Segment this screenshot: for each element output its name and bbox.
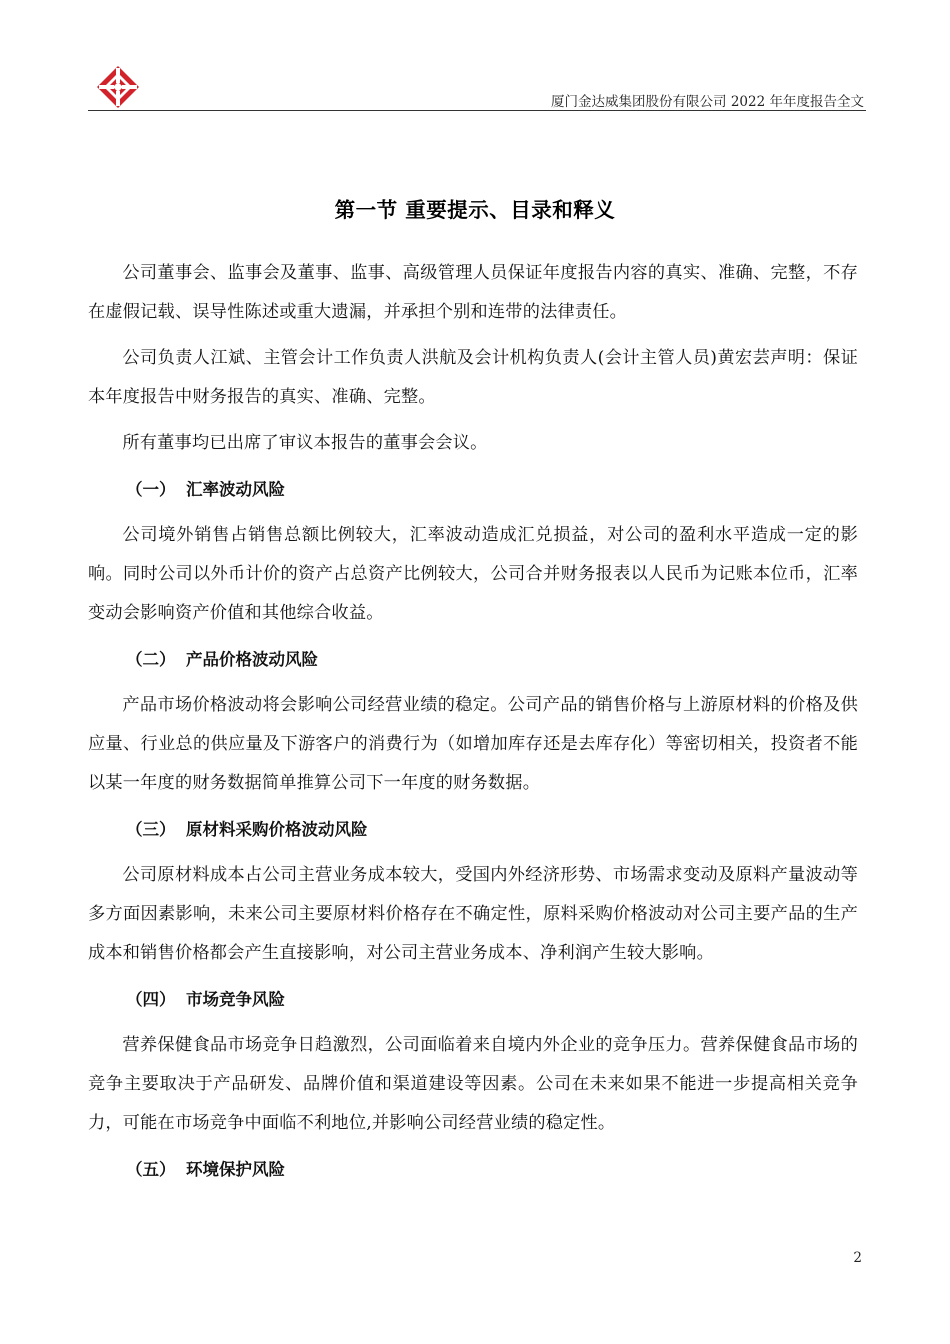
risk-paragraph: 营养保健食品市场竞争日趋激烈，公司面临着来自境内外企业的竞争压力。营养保健食品市场的竞争主要取决于产品研发、品牌价值和渠道建设等因素。公司在未来如果不能进一步提高相关竞争力，可能在市场竞争中面临不利地位,并影响公司经营业绩的稳定性。 bbox=[88, 1035, 858, 1133]
risk-heading bbox=[88, 980, 858, 1019]
intro-paragraph: 公司董事会、监事会及董事、监事、高级管理人员保证年度报告内容的真实、准确、完整，不存在虚假记载、误导性陈述或重大遗漏，并承担个别和连带的法律责任。 bbox=[88, 263, 858, 322]
risk-title: 产品价格波动风险 bbox=[186, 650, 318, 669]
report-header-title: 厦门金达威集团股份有限公司 2022 年年度报告全文 bbox=[551, 94, 864, 110]
risk-heading bbox=[88, 640, 858, 679]
intro-paragraph: 所有董事均已出席了审议本报告的董事会会议。 bbox=[122, 433, 488, 453]
page-number: 2 bbox=[853, 1250, 862, 1266]
intro-paragraph: 公司负责人江斌、主管会计工作负责人洪航及会计机构负责人(会计主管人员)黄宏芸声明：保证本年度报告中财务报告的真实、准确、完整。 bbox=[88, 348, 858, 407]
risk-paragraph: 公司原材料成本占公司主营业务成本较大，受国内外经济形势、市场需求变动及原料产量波动等多方面因素影响，未来公司主要原材料价格存在不确定性，原料采购价格波动对公司主要产品的生产成本和销售价格都会产生直接影响，对公司主营业务成本、净利润产生较大影响。 bbox=[88, 865, 858, 963]
risk-number: （二） bbox=[126, 650, 176, 669]
risk-title: 汇率波动风险 bbox=[186, 480, 285, 499]
risk-number: （一） bbox=[126, 480, 176, 499]
risk-number: （三） bbox=[126, 820, 176, 839]
company-logo-icon bbox=[97, 66, 139, 108]
risk-heading bbox=[88, 1150, 858, 1189]
risk-number: （五） bbox=[126, 1160, 176, 1179]
risk-number: （四） bbox=[126, 990, 176, 1009]
document-body bbox=[88, 254, 858, 1196]
header-divider bbox=[88, 110, 866, 111]
risk-heading bbox=[88, 470, 858, 509]
risk-title: 环境保护风险 bbox=[186, 1160, 285, 1179]
risk-heading bbox=[88, 810, 858, 849]
risk-title: 市场竞争风险 bbox=[186, 990, 285, 1009]
risk-paragraph: 产品市场价格波动将会影响公司经营业绩的稳定。公司产品的销售价格与上游原材料的价格及供应量、行业总的供应量及下游客户的消费行为（如增加库存还是去库存化）等密切相关，投资者不能以某一年度的财务数据简单推算公司下一年度的财务数据。 bbox=[88, 695, 858, 793]
risk-paragraph: 公司境外销售占销售总额比例较大，汇率波动造成汇兑损益，对公司的盈利水平造成一定的影响。同时公司以外币计价的资产占总资产比例较大，公司合并财务报表以人民币为记账本位币，汇率变动会影响资产价值和其他综合收益。 bbox=[88, 525, 858, 623]
risk-title: 原材料采购价格波动风险 bbox=[186, 820, 368, 839]
section-title: 第一节 重要提示、目录和释义 bbox=[334, 198, 616, 222]
